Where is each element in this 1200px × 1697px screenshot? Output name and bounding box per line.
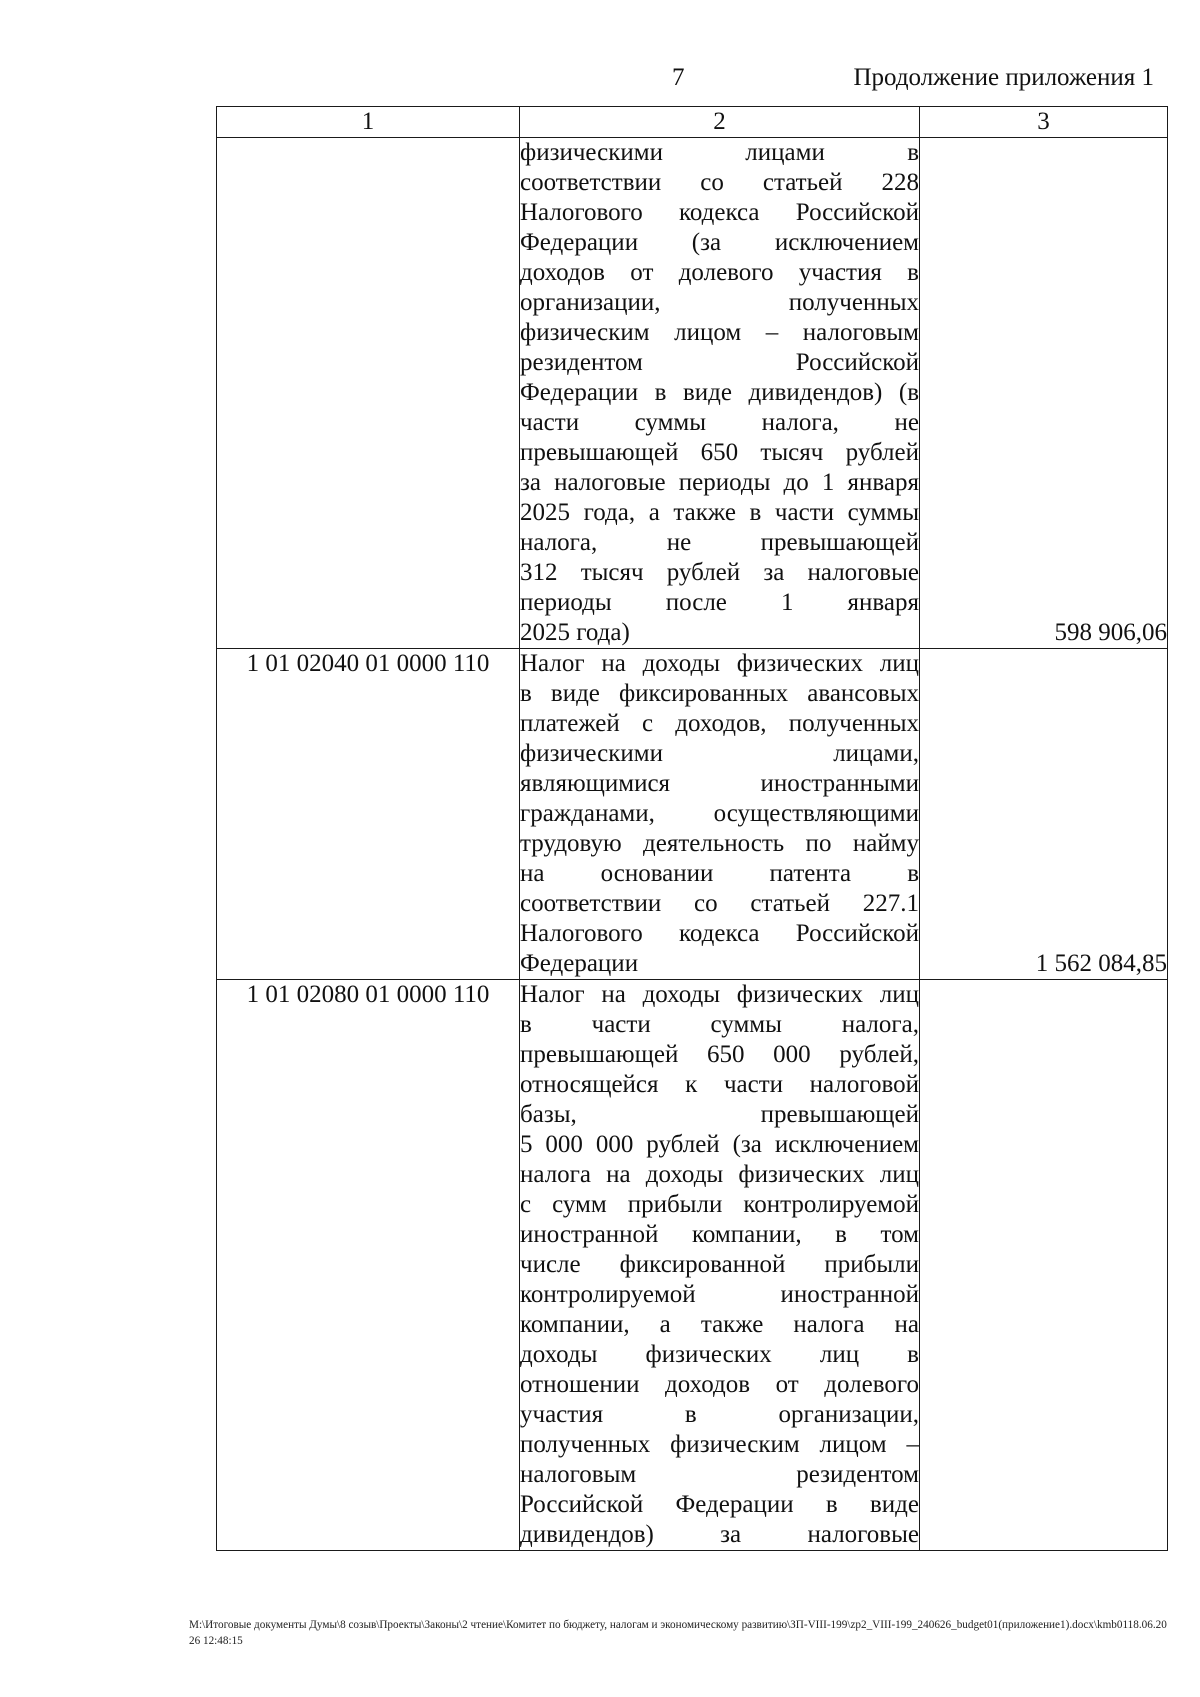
- text-line: контролируемой иностранной: [520, 1281, 919, 1308]
- footer-file-path: M:\Итоговые документы Думы\8 созыв\Проекты\Законы\2 чтение\Комитет по бюджету, налогам и экономическому развитию\ЗП-VIII-199\zp2_VIII-199_240626_budget01(приложение1).docx\kmb0118.06.2026 12:48:15: [189, 1619, 1167, 1647]
- text-line: доходов от долевого участия в: [520, 259, 919, 286]
- text-line: за налоговые периоды до 1 января: [520, 469, 919, 496]
- table-row: [217, 649, 1168, 980]
- text-line: Налог на доходы физических лиц: [520, 650, 919, 677]
- text-line: базы, превышающей: [520, 1101, 919, 1128]
- text-line: части суммы налога, не: [520, 409, 919, 436]
- table-body: [217, 138, 1168, 1551]
- table-header-row: [217, 107, 1168, 138]
- text-line: превышающей 650 тысяч рублей: [520, 439, 919, 466]
- text-line: Налог на доходы физических лиц: [520, 981, 919, 1008]
- amount-cell: [920, 980, 1168, 1551]
- text-line: компании, а также налога на: [520, 1311, 919, 1338]
- column-header-name: 2: [520, 107, 920, 138]
- text-line: являющимися иностранными: [520, 770, 919, 797]
- text-line: платежей с доходов, полученных: [520, 710, 919, 737]
- text-line: в части суммы налога,: [520, 1011, 919, 1038]
- text-line: превышающей 650 000 рублей,: [520, 1041, 919, 1068]
- text-line: в виде фиксированных авансовых: [520, 680, 919, 707]
- text-line: участия в организации,: [520, 1401, 919, 1428]
- text-line: физическим лицом – налоговым: [520, 319, 919, 346]
- table-row: [217, 980, 1168, 1551]
- text-line: соответствии со статьей 228: [520, 169, 919, 196]
- text-line: 2025 года): [520, 619, 630, 646]
- text-line: Федерации: [520, 950, 639, 977]
- text-line: Федерации (за исключением: [520, 229, 919, 256]
- text-line: резидентом Российской: [520, 349, 919, 376]
- text-line: Налогового кодекса Российской: [520, 199, 919, 226]
- text-line: 312 тысяч рублей за налоговые: [520, 559, 919, 586]
- text-line: дивидендов) за налоговые: [520, 1521, 919, 1548]
- column-header-code: 1: [217, 107, 520, 138]
- column-header-amount: 3: [920, 107, 1168, 138]
- text-line: доходы физических лиц в: [520, 1341, 919, 1368]
- text-line: Налогового кодекса Российской: [520, 920, 919, 947]
- text-line: соответствии со статьей 227.1: [520, 890, 919, 917]
- text-line: физическими лицами,: [520, 740, 919, 767]
- text-line: Российской Федерации в виде: [520, 1491, 919, 1518]
- text-line: отношении доходов от долевого: [520, 1371, 919, 1398]
- text-line: налога, не превышающей: [520, 529, 919, 556]
- text-line: физическими лицами в: [520, 139, 919, 166]
- text-line: 5 000 000 рублей (за исключением: [520, 1131, 919, 1158]
- budget-code-cell: [217, 138, 520, 649]
- continuation-heading: Продолжение приложения 1: [853, 64, 1154, 91]
- revenue-name-cell: [520, 649, 920, 980]
- budget-code-cell: 1 01 02080 01 0000 110: [217, 980, 520, 1551]
- text-line: относящейся к части налоговой: [520, 1071, 919, 1098]
- text-line: гражданами, осуществляющими: [520, 800, 919, 827]
- table-row: [217, 138, 1168, 649]
- revenue-name-cell: [520, 138, 920, 649]
- text-line: иностранной компании, в том: [520, 1221, 919, 1248]
- amount-cell: 1 562 084,85: [920, 649, 1168, 980]
- revenue-name-cell: [520, 980, 920, 1551]
- text-line: 2025 года, а также в части суммы: [520, 499, 919, 526]
- text-line: периоды после 1 января: [520, 589, 919, 616]
- text-line: организации, полученных: [520, 289, 919, 316]
- amount-cell: 598 906,06: [920, 138, 1168, 649]
- text-line: на основании патента в: [520, 860, 919, 887]
- text-line: налоговым резидентом: [520, 1461, 919, 1488]
- text-line: полученных физическим лицом –: [520, 1431, 919, 1458]
- text-line: Федерации в виде дивидендов) (в: [520, 379, 919, 406]
- budget-code-cell: 1 01 02040 01 0000 110: [217, 649, 520, 980]
- text-line: числе фиксированной прибыли: [520, 1251, 919, 1278]
- page-number: 7: [672, 64, 685, 91]
- text-line: трудовую деятельность по найму: [520, 830, 919, 857]
- revenue-table: [216, 106, 1168, 1551]
- text-line: с сумм прибыли контролируемой: [520, 1191, 919, 1218]
- text-line: налога на доходы физических лиц: [520, 1161, 919, 1188]
